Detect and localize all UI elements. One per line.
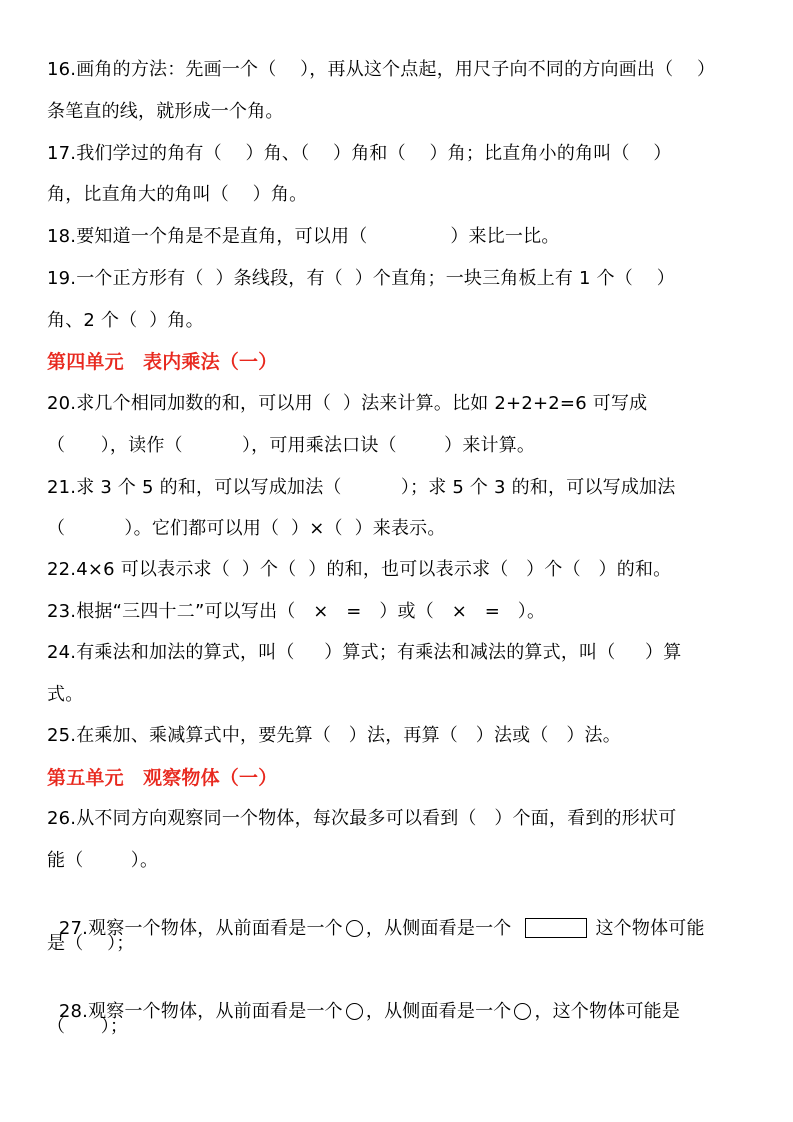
q17-line2: 角，比直角大的角叫（ ）角。 [47, 184, 308, 205]
q16-line2: 条笔直的线，就形成一个角。 [47, 101, 284, 122]
circle-shape-icon [346, 920, 363, 937]
q19-line2: 角、2 个（ ）角。 [47, 310, 204, 331]
q21-line2: （ ）。它们都可以用（ ）×（ ）来表示。 [47, 518, 446, 539]
q28-line2: （ ）； [47, 1016, 129, 1037]
q28-line1 [47, 973, 680, 1025]
q27-text-side: ，从侧面看是一个 [365, 918, 512, 939]
q26-line1: 26.从不同方向观察同一个物体，每次最多可以看到（ ）个面，看到的形状可 [47, 808, 677, 829]
section-heading-unit4: 第四单元 表内乘法（一） [47, 351, 278, 373]
q27-line2: 是（ ）； [47, 933, 135, 954]
q16-line1: 16.画角的方法：先画一个（ ），再从这个点起，用尺子向不同的方向画出（ ） [47, 59, 716, 80]
q20-line2: （ ），读作（ ），可用乘法口诀（ ）来计算。 [47, 435, 536, 456]
q20-line1: 20.求几个相同加数的和，可以用（ ）法来计算。比如 2+2+2=6 可写成 [47, 393, 648, 414]
q24-line1: 24.有乘法和加法的算式，叫（ ）算式；有乘法和减法的算式，叫（ ）算 [47, 642, 682, 663]
q26-line2: 能（ ）。 [47, 850, 159, 871]
q19-line1: 19.一个正方形有（ ）条线段，有（ ）个直角；一块三角板上有 1 个（ ） [47, 268, 675, 289]
circle-shape-icon [346, 1003, 363, 1020]
q23-line1: 23.根据“三四十二”可以写出（ × = ）或（ × = ）。 [47, 601, 546, 622]
q28-text-tail: ，这个物体可能是 [534, 1001, 681, 1022]
q27-text-tail: 这个物体可能 [595, 918, 705, 939]
q28-text-front: 28.观察一个物体，从前面看是一个 [58, 1001, 343, 1022]
section-heading-unit5: 第五单元 观察物体（一） [47, 767, 278, 789]
q27-text-front: 27.观察一个物体，从前面看是一个 [58, 918, 343, 939]
q24-line2: 式。 [47, 684, 84, 705]
rectangle-shape-icon [525, 918, 587, 938]
circle-shape-icon [514, 1003, 531, 1020]
q21-line1: 21.求 3 个 5 的和，可以写成加法（ ）；求 5 个 3 的和，可以写成加法 [47, 477, 676, 498]
q22-line1: 22.4×6 可以表示求（ ）个（ ）的和，也可以表示求（ ）个（ ）的和。 [47, 559, 672, 580]
q25-line1: 25.在乘加、乘减算式中，要先算（ ）法，再算（ ）法或（ ）法。 [47, 725, 621, 746]
q28-text-side: ，从侧面看是一个 [365, 1001, 512, 1022]
q17-line1: 17.我们学过的角有（ ）角、（ ）角和（ ）角；比直角小的角叫（ ） [47, 143, 672, 164]
q18-line1: 18.要知道一个角是不是直角，可以用（ ）来比一比。 [47, 226, 560, 247]
q27-line1 [47, 890, 705, 942]
